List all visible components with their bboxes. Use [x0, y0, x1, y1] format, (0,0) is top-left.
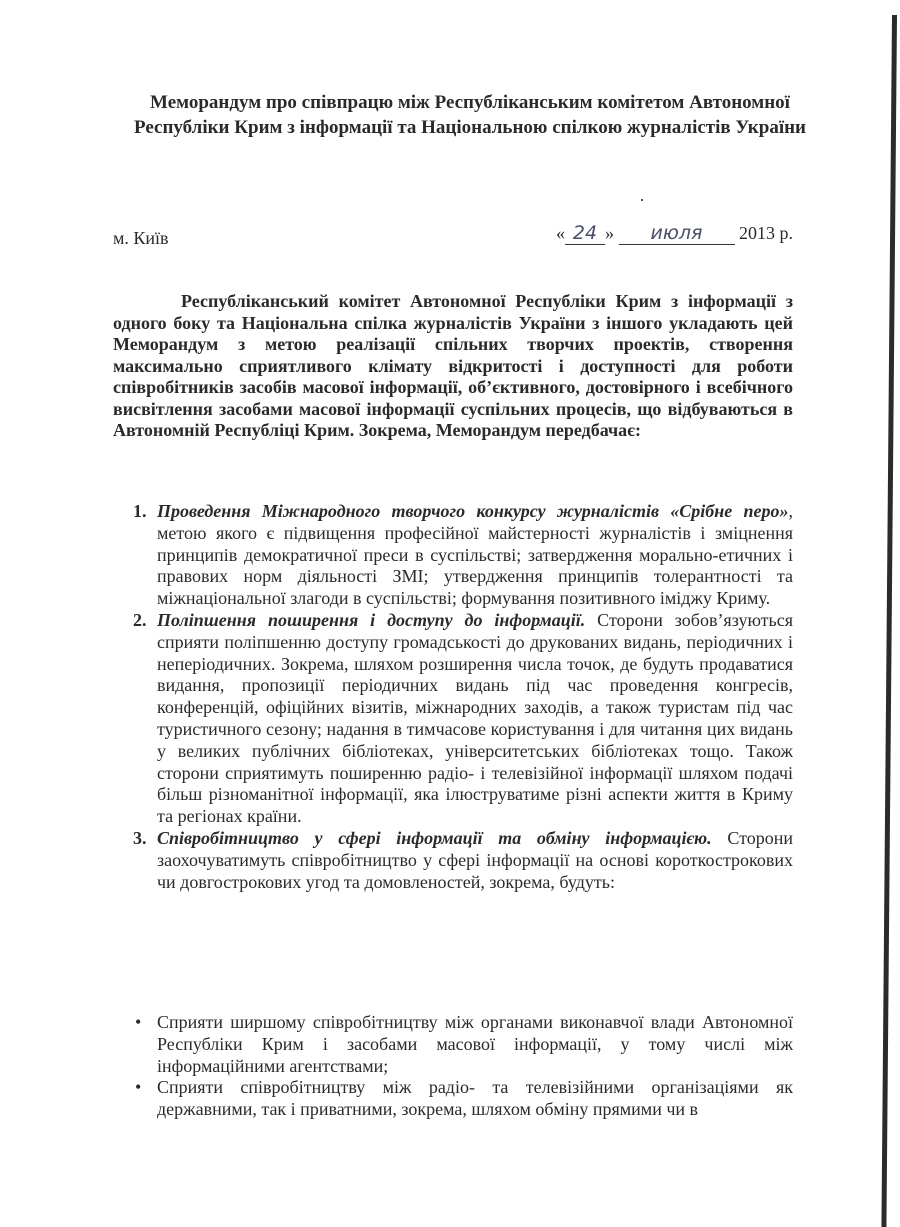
bullet-marker: •: [135, 1077, 142, 1098]
item-heading: Проведення Міжнародного творчого конкурсу журналістів «Срібне перо»: [157, 501, 789, 521]
date-open-quote: «: [556, 223, 565, 243]
item-text: , метою якого є підвищення професійної майстерності журналістів і зміцнення принципів демократичної преси в суспільстві; затвердження морально-етичних і правових норм діяльності ЗМІ; утвердження принципів толерантності та міжнаціональної злагоди в суспільстві; формування позитивного іміджу Криму.: [157, 501, 793, 609]
list-item: [113, 501, 793, 610]
item-heading: Поліпшення поширення і доступу до інформації.: [157, 609, 586, 630]
bullet-text: Сприяти співробітництву між радіо- та телевізійними організаціями як державними, так і приватними, зокрема, шляхом обміну прямими чи в: [157, 1077, 793, 1120]
document-title: Меморандум про співпрацю між Республіканським комітетом Автономної Республіки Крим з інформації та Національною спілкою журналістів України: [133, 92, 806, 138]
handwritten-day: 24: [565, 222, 605, 245]
handwritten-month: июля: [619, 222, 735, 245]
bullet-marker: •: [135, 1012, 142, 1032]
date: [556, 222, 793, 245]
item-number: 1.: [133, 501, 147, 521]
item-number: 2.: [133, 609, 147, 630]
item-number: 3.: [133, 827, 147, 848]
bullet-list: [113, 1012, 793, 1121]
item-text: Сторони заохочуватимуть співробітництво у сфері інформації на основі короткострокових чи довгострокових угод та домовленостей, зокрема, будуть:: [157, 827, 793, 892]
item-heading: Співробітництво у сфері інформації та обміну інформацією.: [157, 827, 712, 848]
date-close-quote: »: [605, 223, 614, 243]
bullet-item: [113, 1012, 793, 1077]
item-text: Сторони зобов’язуються сприяти поліпшенню доступу громадськості до друкованих видань, періодичних і неперіодичних. Зокрема, шляхом розширення числа точок, де будуть продаватися видання, пропозиції періодичних видань під час проведення конгресів, конференцій, офіційних візитів, міжнародних заходів, а також туристам під час туристичного сезону; надання в тимчасове користування і для читання цих видань у великих публічних бібліотеках, університетських бібліотеках тощо. Також сторони сприятимуть поширенню радіо- і телевізійної інформації шляхом подачі більш різноманітної інформації, яка ілюструватиме різні аспекти життя в Криму та регіонах країни.: [157, 609, 793, 827]
place: м. Київ: [113, 228, 169, 248]
place-date-line: [113, 222, 793, 252]
bullet-text: Сприяти ширшому співробітництву між органами виконавчої влади Автономної Республіки Крим і засобами масової інформації, у тому числі між інформаційними агентствами;: [157, 1012, 793, 1076]
bullet-item: [113, 1077, 793, 1121]
scan-page-edge: [881, 15, 897, 1227]
scan-speck: [641, 199, 643, 201]
list-item: [113, 610, 793, 828]
list-item: [113, 828, 793, 893]
intro-paragraph: Республіканський комітет Автономної Республіки Крим з інформації з одного боку та Національна спілка журналістів України з іншого укладають цей Меморандум з метою реалізації спільних творчих проектів, створення максимально сприятливого клімату відкритості і доступності для роботи співробітників засобів масової інформації, об’єктивного, достовірного і всебічного висвітлення засобами масової інформації суспільних процесів, що відбуваються в Автономній Республіці Крим. Зокрема, Меморандум передбачає:: [113, 291, 793, 440]
numbered-list: [113, 501, 793, 893]
date-year: 2013 р.: [739, 223, 793, 243]
